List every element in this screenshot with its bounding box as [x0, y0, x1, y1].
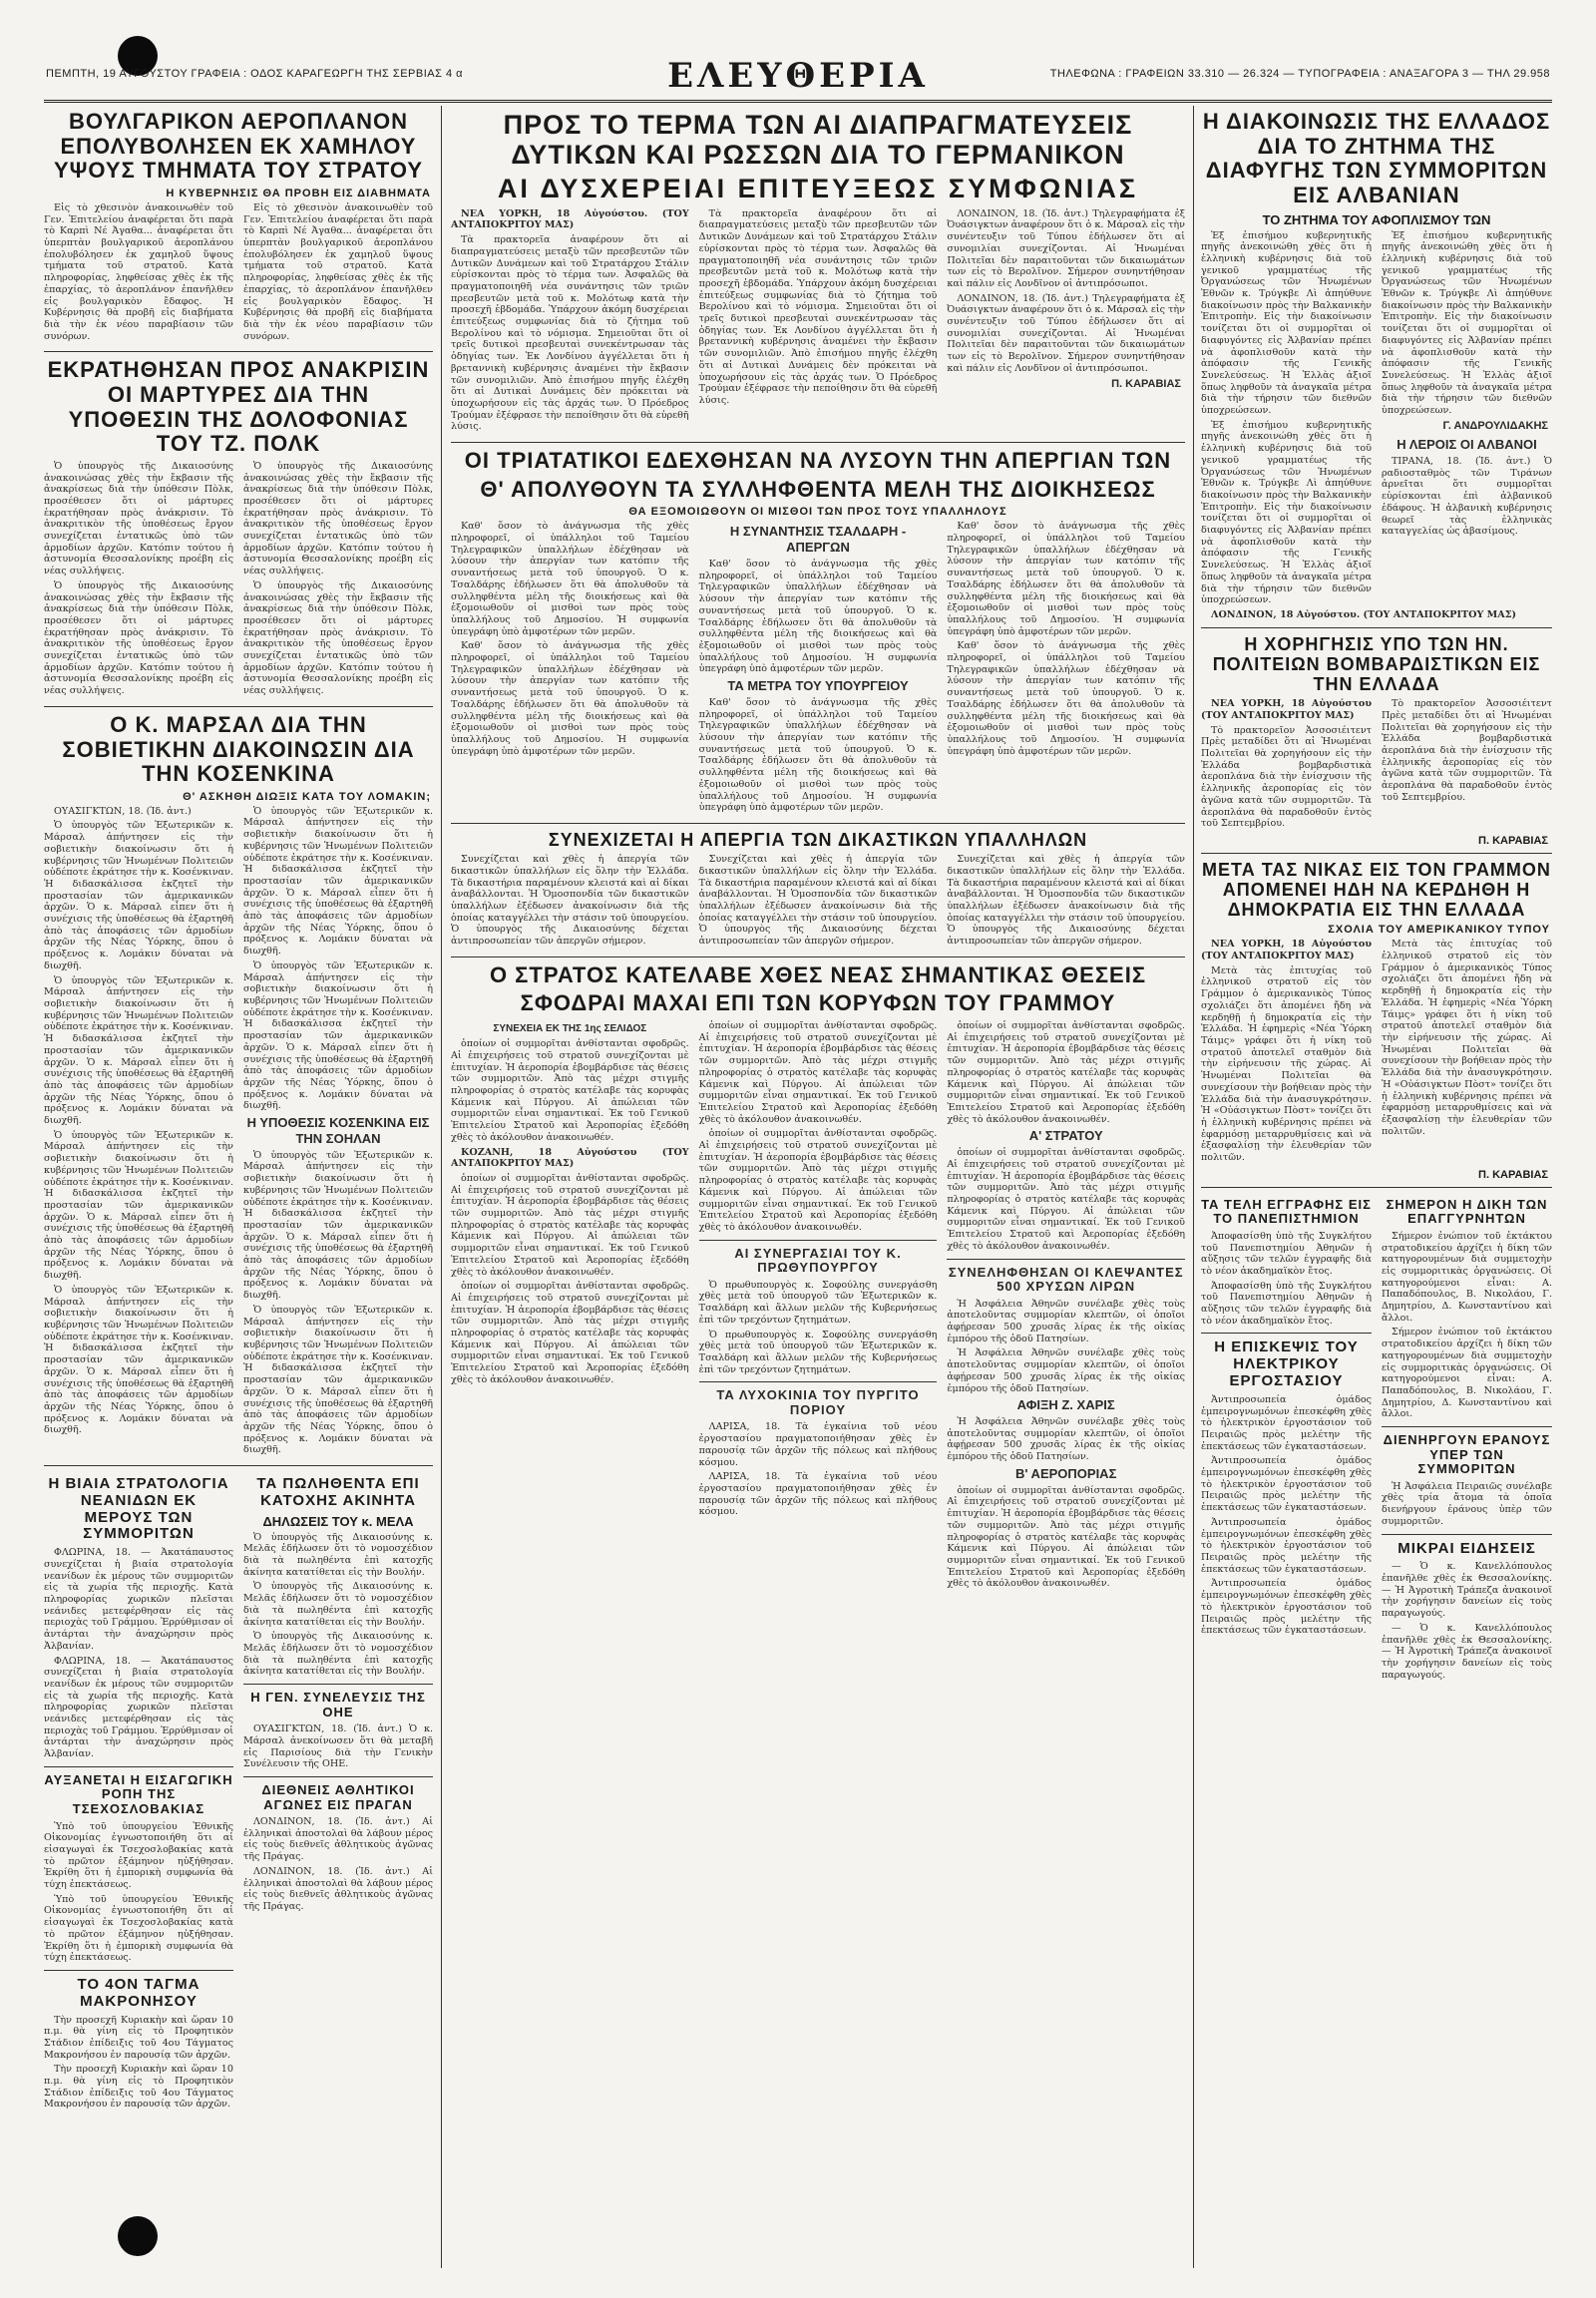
article-short-news	[1382, 1561, 1552, 1681]
article-text: ΛΟΝΔΙΝΟΝ, 18. (Ἰδ. ἀντ.) Αἱ ἐλληνικαὶ ἀποστολαὶ θὰ λάβουν μέρος εἰς τοὺς διεθνεῖς ἀθλητικοὺς ἀγῶνας τῆς Πράγας.	[243, 1816, 433, 1863]
article-text: Καθ' ὅσον τὸ ἀνάγνωσμα τῆς χθὲς πληροφορεῖ, οἱ ὑπάλληλοι τοῦ Ταμείου Τηλεγραφικῶν ὑπαλλήλων ἐδέχθησαν νὰ λύσουν τὴν ἀπεργίαν των κατόπιν τῆς συναντήσεως μετὰ τοῦ ὑπουργοῦ. Ὁ κ. Τσαλδάρης ἐδήλωσεν ὅτι θὰ ἀπολυθοῦν τὰ συλληφθέντα μέλη τῆς διοικήσεως καὶ θὰ ἐξομοιωθοῦν οἱ μισθοὶ των πρὸς τοὺς ὑπαλλήλους τοῦ Δημοσίου. Ἡ συμφωνία ὑπεγράφη ὑπὸ ἀμφοτέρων τῶν μερῶν.	[698, 696, 938, 814]
divider	[44, 1766, 233, 1767]
headline-makronisos: ΤΟ 4ΟΝ ΤΑΓΜΑ ΜΑΚΡΟΝΗΣΟΥ	[77, 1975, 200, 2010]
divider	[1382, 1426, 1552, 1427]
byline-karavias-2: Π. ΚΑΡΑΒΙΑΣ	[1478, 834, 1548, 847]
article-text: ὁποίων οἱ συμμορῖται ἀνθίστανται σφοδρῶς. Αἱ ἐπιχειρήσεις τοῦ στρατοῦ συνεχίζονται μὲ ἐπιτυχίαν. Ἡ ἀεροπορία ἐβομβάρδισε τὰς θέσεις τῶν συμμοριτῶν. Ἀπὸ τὰς μέχρι στιγμῆς πληροφορίας ὁ στρατὸς κατέλαβε τὰς κορυφὰς Κάμενικ καὶ Πύργου. Αἱ ἀπώλειαι τῶν συμμοριτῶν εἶναι σημαντικαί. Ἐκ τοῦ Γενικοῦ Ἐπιτελείου Στρατοῦ καὶ Ἀεροπορίας ἐξεδόθη χθὲς τὸ ἀκόλουθον ἀνακοινωθέν.	[947, 1484, 1185, 1590]
divider	[1201, 1333, 1372, 1334]
article-text: Ὁ ὑπουργὸς τῆς Δικαιοσύνης ἀνακοινώσας χθὲς τὴν ἔκβασιν τῆς ἀνακρίσεως διὰ τὴν ὑπόθεσιν Πὸλκ, προσέθεσεν ὅτι οἱ μάρτυρες ἐκρατήθησαν πρὸς ἀνάκρισιν. Τὸ ἀνακριτικὸν τῆς ὑποθέσεως ἔργον συνεχίζεται ἐντατικῶς ὑπὸ τῶν ἀρμοδίων ἀρχῶν. Κατόπιν τούτου ἡ ἀστυνομία Θεσσαλονίκης προέβη εἰς νέας συλλήψεις.	[44, 460, 233, 577]
subheadline-albanians: Η ΛΕΡΟΙΣ ΟΙ ΑΛΒΑΝΟΙ	[1396, 437, 1537, 453]
article-prague-games	[243, 1816, 433, 1913]
article-text: Ὁ πρωθυπουργὸς κ. Σοφούλης συνεργάσθη χθὲς μετὰ τοῦ ὑπουργοῦ τῶν Ἐξωτερικῶν κ. Τσαλδάρη καὶ ἄλλων μελῶν τῆς Κυβερνήσεως ἐπὶ τῶν τρεχόντων ζητημάτων.	[698, 1329, 938, 1375]
article-text: Ὁ ὑπουργὸς τῶν Ἐξωτερικῶν κ. Μάρσαλ ἀπήντησεν εἰς τὴν σοβιετικὴν διακοίνωσιν ὅτι ἡ κυβέρνησις τῶν Ἡνωμένων Πολιτειῶν οὐδέποτε ἐκράτησε τὴν κ. Κοσένκιναν. Ἡ διδασκάλισσα ἐκζητεῖ τὴν προστασίαν τῶν ἀμερικανικῶν ἀρχῶν. Ὁ κ. Μάρσαλ εἶπεν ὅτι ἡ συνέχισις τῆς ὑποθέσεως θὰ ἐξαρτηθῆ ἀπὸ τὰς ἀποφάσεις τῶν ἁρμοδίων ἀρχῶν τῆς Νέας Ὑόρκης, ὅπου ὁ πρόξενος κ. Λομάκιν δύναται νὰ διωχθῆ.	[243, 959, 433, 1112]
article-telegraph-strike	[451, 521, 1185, 817]
headline-democracy-greece: ΜΕΤΑ ΤΑΣ ΝΙΚΑΣ ΕΙΣ ΤΟΝ ΓΡΑΜΜΟΝ ΑΠΟΜΕΝΕΙ ΗΔΗ ΝΑ ΚΕΡΔΗΘΗ Η ΔΗΜΟΚΡΑΤΙΑ ΕΙΣ ΤΗΝ ΕΛΛΑΔΑ	[1202, 859, 1551, 921]
subheadline-lomakin: Θ' ΑΣΚΗΘΗ ΔΙΩΞΙΣ ΚΑΤΑ ΤΟΥ ΛΟΜΑΚΙΝ;	[183, 790, 431, 803]
article-text: Ἡ Ἀσφάλεια Ἀθηνῶν συνέλαβε χθὲς τοὺς ἀποτελοῦντας συμμορίαν κλεπτῶν, οἱ ὁποῖοι ἀφῄρεσαν 500 χρυσᾶς λίρας ἐκ τῆς οἰκίας ἐμπόρου τῆς ὁδοῦ Πατησίων.	[947, 1347, 1185, 1394]
headline-occupation-property: ΤΑ ΠΩΛΗΘΕΝΤΑ ΕΠΙ ΚΑΤΟΧΗΣ ΑΚΙΝΗΤΑ	[256, 1475, 420, 1509]
article-text: Ὁ ὑπουργὸς τῆς Δικαιοσύνης κ. Μελᾶς ἐδήλωσεν ὅτι τὸ νομοσχέδιον διὰ τὰ πωληθέντα ἐπὶ κατοχῆς ἀκίνητα κατατίθεται εἰς τὴν Βουλήν.	[243, 1581, 433, 1628]
article-text: Συνεχίζεται καὶ χθὲς ἡ ἀπεργία τῶν δικαστικῶν ὑπαλλήλων εἰς ὅλην τὴν Ἑλλάδα. Τὰ δικαστήρια παραμένουν κλειστά καὶ αἱ δίκαι ἀναβάλλονται. Ἡ Ὁμοσπονδία τῶν δικαστικῶν ὑπαλλήλων ἐξέδωσεν ἀνακοίνωσιν διὰ τῆς ὁποίας καταγγέλλει τὴν στάσιν τοῦ ὑπουργείου. Ὁ ὑπουργὸς τῆς Δικαιοσύνης δέχεται ἀντιπροσωπείαν τῶν ἀπεργῶν σήμερον.	[947, 854, 1185, 948]
headline-negotiations: ΠΡΟΣ ΤΟ ΤΕΡΜΑ ΤΩΝ ΑΙ ΔΙΑΠΡΑΓΜΑΤΕΥΣΕΙΣ ΔΥΤΙΚΩΝ ΚΑΙ ΡΩΣΣΩΝ ΔΙΑ ΤΟ ΓΕΡΜΑΝΙΚΟΝ	[503, 110, 1133, 171]
divider	[1382, 1534, 1552, 1535]
divider	[44, 706, 433, 707]
article-text: ΛΑΡΙΣΑ, 18. Τὰ ἐγκαίνια τοῦ νέου ἐργοστασίου πραγματοποιήθησαν χθὲς ἐν παρουσίᾳ τῶν ἀρχῶν τῆς πόλεως καὶ πλήθους κόσμου.	[698, 1421, 938, 1468]
article-text: Τὴν προσεχῆ Κυριακὴν καὶ ὥραν 10 π.μ. θὰ γίνη εἰς τὸ Προφητικὸν Στάδιον ἐπίδειξις τοῦ 4ου Τάγματος Μακρονήσου ἐν παρουσίᾳ τῶν ἀρχῶν.	[44, 2014, 233, 2061]
article-un-assembly	[243, 1724, 433, 1770]
article-text: ΤΙΡΑΝΑ, 18. (Ἰδ. ἀντ.) Ὁ ραδιοσταθμὸς τῶν Τιράνων ἀρνεῖται ὅτι συμμορῖται εὑρίσκονται ἐπὶ ἀλβανικοῦ ἐδάφους. Ἡ ἀλβανικὴ κυβέρνησις θεωρεῖ τὰς ἑλληνικὰς καταγγελίας ὡς ἀβασίμους.	[1382, 456, 1552, 538]
subheadline-army: Α' ΣΤΡΑΤΟΥ	[1028, 1128, 1103, 1144]
article-text: Σήμερον ἐνώπιον τοῦ ἐκτάκτου στρατοδικείου ἀρχίζει ἡ δίκη τῶν κατηγορουμένων διὰ συμμετοχὴν εἰς συμμοριτικὰς ὀργανώσεις. Οἱ κατηγορούμενοι εἶναι: Α. Παπαδόπουλος, Β. Νικολάου, Γ. Δημητρίου, Δ. Κωνσταντίνου καὶ ἄλλοι.	[1382, 1230, 1552, 1324]
article-text: ὁποίων οἱ συμμορῖται ἀνθίστανται σφοδρῶς. Αἱ ἐπιχειρήσεις τοῦ στρατοῦ συνεχίζονται μὲ ἐπιτυχίαν. Ἡ ἀεροπορία ἐβομβάρδισε τὰς θέσεις τῶν συμμοριτῶν. Ἀπὸ τὰς μέχρι στιγμῆς πληροφορίας ὁ στρατὸς κατέλαβε τὰς κορυφὰς Κάμενικ καὶ Πύργου. Αἱ ἀπώλειαι τῶν συμμοριτῶν εἶναι σημαντικαί. Ἐκ τοῦ Γενικοῦ Ἐπιτελείου Στρατοῦ καὶ Ἀεροπορίας ἐξεδόθη χθὲς τὸ ἀκόλουθον ἀνακοινωθέν.	[451, 1038, 689, 1143]
article-text: Ὁ ὑπουργὸς τῆς Δικαιοσύνης κ. Μελᾶς ἐδήλωσεν ὅτι τὸ νομοσχέδιον διὰ τὰ πωληθέντα ἐπὶ κατοχῆς ἀκίνητα κατατίθεται εἰς τὴν Βουλήν.	[243, 1531, 433, 1578]
article-fundraising	[1382, 1481, 1552, 1528]
article-text: Σήμερον ἐνώπιον τοῦ ἐκτάκτου στρατοδικείου ἀρχίζει ἡ δίκη τῶν κατηγορουμένων διὰ συμμετοχὴν εἰς συμμοριτικὰς ὀργανώσεις. Οἱ κατηγορούμενοι εἶναι: Α. Παπαδόπουλος, Β. Νικολάου, Γ. Δημητρίου, Δ. Κωνσταντίνου καὶ ἄλλοι.	[1382, 1327, 1552, 1420]
headline-forced-conscription: Η ΒΙΑΙΑ ΣΤΡΑΤΟΛΟΓΙΑ ΝΕΑΝΙΔΩΝ ΕΚ ΜΕΡΟΥΣ ΤΩΝ ΣΥΜΜΟΡΙΤΩΝ	[48, 1475, 229, 1543]
dateline: ΛΟΝΔΙΝΟΝ, 18 Αὐγούστου. (ΤΟΥ ΑΝΤΑΠΟΚΡΙΤΟΥ ΜΑΣ)	[1211, 609, 1517, 620]
left-column	[44, 106, 433, 2268]
article-text: Τὸ πρακτορεῖον Ἀσσοσιέιτεντ Πρὲς μεταδίδει ὅτι αἱ Ἡνωμέναι Πολιτεῖαι θὰ χορηγήσουν εἰς τὴν Ἑλλάδα βομβαρδιστικὰ ἀεροπλάνα διὰ τὴν ἐνίσχυσιν τῆς ἑλληνικῆς ἀεροπορίας εἰς τὸν ἀγῶνα κατὰ τῶν συμμοριτῶν. Τὰ ἀεροπλάνα θὰ παραδοθοῦν ἐντὸς τοῦ Σεπτεμβρίου.	[1382, 698, 1552, 803]
headline-pm-meetings: ΑΙ ΣΥΝΕΡΓΑΣΙΑΙ ΤΟΥ Κ. ΠΡΩΘΥΠΟΥΡΓΟΥ	[734, 1245, 902, 1276]
headline-army-grammos-line2: ΣΦΟΔΡΑΙ ΜΑΧΑΙ ΕΠΙ ΤΩΝ ΚΟΡΥΦΩΝ ΤΟΥ ΓΡΑΜΜΟΥ	[520, 990, 1116, 1016]
article-text: ὁποίων οἱ συμμορῖται ἀνθίστανται σφοδρῶς. Αἱ ἐπιχειρήσεις τοῦ στρατοῦ συνεχίζονται μὲ ἐπιτυχίαν. Ἡ ἀεροπορία ἐβομβάρδισε τὰς θέσεις τῶν συμμοριτῶν. Ἀπὸ τὰς μέχρι στιγμῆς πληροφορίας ὁ στρατὸς κατέλαβε τὰς κορυφὰς Κάμενικ καὶ Πύργου. Αἱ ἀπώλειαι τῶν συμμοριτῶν εἶναι σημαντικαί. Ἐκ τοῦ Γενικοῦ Ἐπιτελείου Στρατοῦ καὶ Ἀεροπορίας ἐξεδόθη χθὲς τὸ ἀκόλουθον ἀνακοινωθέν.	[947, 1147, 1185, 1252]
divider	[243, 1776, 433, 1777]
article-text: Ἐξ ἐπισήμου κυβερνητικῆς πηγῆς ἀνεκοινώθη χθὲς ὅτι ἡ ἑλληνικὴ κυβέρνησις διὰ τοῦ γενικοῦ γραμματέως τῆς Ὀργανώσεως τῶν Ἡνωμένων Ἐθνῶν κ. Τρύγκβε Λὶ ἀπηύθυνε διακοίνωσιν πρὸς τὴν Βαλκανικὴν Ἐπιτροπὴν. Εἰς τὴν διακοίνωσιν τονίζεται ὅτι οἱ συμμορῖται οἱ διαφυγόντες εἰς Ἀλβανίαν πρέπει νὰ ἀφοπλισθοῦν κατὰ τὴν ἀπόφασιν τῆς Γενικῆς Συνελεύσεως. Ἡ Ἑλλὰς ἀξιοῖ ὅπως ληφθοῦν τὰ ἀναγκαῖα μέτρα διὰ τὴν τήρησιν τῶν διεθνῶν ὑποχρεώσεων.	[1382, 229, 1552, 417]
divider	[1201, 1187, 1552, 1188]
article-text: Ὁ ὑπουργὸς τῶν Ἐξωτερικῶν κ. Μάρσαλ ἀπήντησεν εἰς τὴν σοβιετικὴν διακοίνωσιν ὅτι ἡ κυβέρνησις τῶν Ἡνωμένων Πολιτειῶν οὐδέποτε ἐκράτησε τὴν κ. Κοσένκιναν. Ἡ διδασκάλισσα ἐκζητεῖ τὴν προστασίαν τῶν ἀμερικανικῶν ἀρχῶν. Ὁ κ. Μάρσαλ εἶπεν ὅτι ἡ συνέχισις τῆς ὑποθέσεως θὰ ἐξαρτηθῆ ἀπὸ τὰς ἀποφάσεις τῶν ἁρμοδίων ἀρχῶν τῆς Νέας Ὑόρκης, ὅπου ὁ πρόξενος κ. Λομάκιν δύναται νὰ διωχθῆ.	[243, 1304, 433, 1456]
divider	[44, 351, 433, 352]
headline-fundraising: ΔΙΕΝΗΡΓΟΥΝ ΕΡΑΝΟΥΣ ΥΠΕΡ ΤΩΝ ΣΥΜΜΟΡΙΤΩΝ	[1383, 1432, 1551, 1477]
continuation-label: ΣΥΝΕΧΕΙΑ ΕΚ ΤΗΣ 1ης ΣΕΛΙΔΟΣ	[493, 1022, 647, 1034]
dateline-london	[1201, 609, 1552, 621]
headline-army-grammos: Ο ΣΤΡΑΤΟΣ ΚΑΤΕΛΑΒΕ ΧΘΕΣ ΝΕΑΣ ΣΗΜΑΝΤΙΚΑΣ ΘΕΣΕΙΣ	[489, 961, 1147, 987]
headline-negotiations-line2: ΑΙ ΔΥΣΧΕΡΕΙΑΙ ΕΠΙΤΕΥΞΕΩΣ ΣΥΜΦΩΝΙΑΣ	[497, 174, 1139, 204]
divider	[1201, 627, 1552, 628]
article-text: Ἀντιπροσωπεία ὁμάδος ἐμπειρογνωμόνων ἐπεσκέφθη χθὲς τὸ ἠλεκτρικὸν ἐργοστάσιον τοῦ Πειραιῶς πρὸς μελέτην τῆς ἐπεκτάσεως τῶν ἐγκαταστάσεων.	[1201, 1455, 1372, 1514]
article-text: ΦΛΩΡΙΝΑ, 18. — Ἀκατάπαυστος συνεχίζεται ἡ βιαία στρατολογία νεανίδων ἐκ μέρους τῶν συμμοριτῶν εἰς τὰ χωρία τῆς περιοχῆς. Κατὰ πληροφορίας χωρικῶν πλεῖσται νεάνιδες μετεφέρθησαν εἰς τὰς περιοχὰς τοῦ Γράμμου. Ἐρρύθμισαν οἱ ἀντάρται τὴν ἀναχώρησιν πρὸς Ἀλβανίαν.	[44, 1655, 233, 1760]
divider	[243, 1684, 433, 1685]
headline-telegraph-strike-line2: Θ' ΑΠΟΛΥΘΟΥΝ ΤΑ ΣΥΛΛΗΦΘΕΝΤΑ ΜΕΛΗ ΤΗΣ ΔΙΟΙΚΗΣΕΩΣ	[480, 476, 1156, 502]
article-text: Ὁ πρωθυπουργὸς κ. Σοφούλης συνεργάσθη χθὲς μετὰ τοῦ ὑπουργοῦ τῶν Ἐξωτερικῶν κ. Τσαλδάρη καὶ ἄλλων μελῶν τῆς Κυβερνήσεως ἐπὶ τῶν τρεχόντων ζητημάτων.	[698, 1279, 938, 1326]
dateline: ΝΕΑ ΥΟΡΚΗ, 18 Αὐγούστου (ΤΟΥ ΑΝΤΑΠΟΚΡΙΤΟΥ ΜΑΣ)	[1201, 698, 1372, 721]
headline-short-news: ΜΙΚΡΑΙ ΕΙΔΗΣΕΙΣ	[1397, 1539, 1536, 1557]
dateline: ΝΕΑ ΥΟΡΚΗ, 18 Αὐγούστου (ΤΟΥ ΑΝΤΑΠΟΚΡΙΤΟΥ ΜΑΣ)	[1201, 939, 1372, 962]
article-trial	[1382, 1231, 1552, 1420]
article-text: Συνεχίζεται καὶ χθὲς ἡ ἀπεργία τῶν δικαστικῶν ὑπαλλήλων εἰς ὅλην τὴν Ἑλλάδα. Τὰ δικαστήρια παραμένουν κλειστά καὶ αἱ δίκαι ἀναβάλλονται. Ἡ Ὁμοσπονδία τῶν δικαστικῶν ὑπαλλήλων ἐξέδωσεν ἀνακοίνωσιν διὰ τῆς ὁποίας καταγγέλλει τὴν στάσιν τοῦ ὑπουργείου. Ὁ ὑπουργὸς τῆς Δικαιοσύνης δέχεται ἀντιπροσωπείαν τῶν ἀπεργῶν σήμερον.	[698, 854, 938, 948]
article-text: Καθ' ὅσον τὸ ἀνάγνωσμα τῆς χθὲς πληροφορεῖ, οἱ ὑπάλληλοι τοῦ Ταμείου Τηλεγραφικῶν ὑπαλλήλων ἐδέχθησαν νὰ λύσουν τὴν ἀπεργίαν των κατόπιν τῆς συναντήσεως μετὰ τοῦ ὑπουργοῦ. Ὁ κ. Τσαλδάρης ἐδήλωσεν ὅτι θὰ ἀπολυθοῦν τὰ συλληφθέντα μέλη τῆς διοικήσεως καὶ θὰ ἐξομοιωθοῦν οἱ μισθοὶ των πρὸς τοὺς ὑπαλλήλους τοῦ Δημοσίου. Ἡ συμφωνία ὑπεγράφη ὑπὸ ἀμφοτέρων τῶν μερῶν.	[698, 559, 938, 675]
headline-greek-note-albania: Η ΔΙΑΚΟΙΝΩΣΙΣ ΤΗΣ ΕΛΛΑΔΟΣ ΔΙΑ ΤΟ ΖΗΤΗΜΑ ΤΗΣ ΔΙΑΦΥΓΗΣ ΤΩΝ ΣΥΜΜΟΡΙΤΩΝ ΕΙΣ ΑΛΒΑΝΙΑΝ	[1202, 109, 1551, 207]
article-text: Τὰ πρακτορεῖα ἀναφέρουν ὅτι αἱ διαπραγματεύσεις μεταξὺ τῶν πρεσβευτῶν τῶν Δυτικῶν Δυνάμεων καὶ τοῦ Στρατάρχου Στάλιν εὑρίσκονται πρὸς τὸ τέρμα των. Ἀσφαλῶς θὰ πραγματοποιηθῆ νέα συνάντησις τῶν τριῶν πρεσβευτῶν μετὰ τοῦ κ. Μολότωφ κατὰ τὴν προσεχῆ ἑβδομάδα. Ὑπάρχουν ἀκόμη δυσχέρειαι ἐπιτεύξεως συμφωνίας διὰ τὸ ζήτημα τοῦ Βερολίνου καὶ τὸ νόμισμα. Σημειοῦται ὅτι οἱ τρεῖς δυτικοὶ πρεσβευταὶ συνεκέντρωσαν τὰς ὁδηγίας των. Ἐκ Λονδίνου ἀγγέλλεται ὅτι ἡ βρεταννικὴ κυβέρνησις ἀναμένει τὴν ἔκβασιν τῶν συνομιλιῶν. Ἀπὸ ἐπισήμου πηγῆς ἐλέχθη ὅτι αἱ Δυτικαὶ Δυνάμεις δὲν πρόκειται νὰ ὑποχωρήσουν εἰς τὰς ἀρχάς των. Ὁ Πρόεδρος Τρούμαν ἐξέφρασε τὴν πεποίθησιν ὅτι θὰ εὑρεθῆ λύσις.	[451, 234, 689, 433]
subheadline-government-demarche: Η ΚΥΒΕΡΝΗΣΙΣ ΘΑ ΠΡΟΒΗ ΕΙΣ ΔΙΑΒΗΜΑΤΑ	[166, 187, 431, 199]
headline-polk-witnesses: ΕΚΡΑΤΗΘΗΣΑΝ ΠΡΟΣ ΑΝΑΚΡΙΣΙΝ ΟΙ ΜΑΡΤΥΡΕΣ ΔΙΑ ΤΗΝ ΥΠΟΘΕΣΙΝ ΤΗΣ ΔΟΛΟΦΟΝΙΑΣ ΤΟΥ ΤΖ. ΠΟΛΚ	[47, 357, 430, 457]
article-forced-conscription	[44, 1547, 233, 1760]
divider	[947, 1259, 1185, 1260]
article-text: Μετὰ τὰς ἐπιτυχίας τοῦ ἑλληνικοῦ στρατοῦ εἰς τὸν Γράμμον ὁ ἀμερικανικὸς Τύπος σχολιάζει ὅτι ἀπομένει ἤδη νὰ κερδηθῇ ἡ δημοκρατία εἰς τὴν Ἑλλάδα. Ἡ ἐφημερὶς «Νέα Ὑόρκη Τάιμς» γράφει ὅτι ἡ νίκη τοῦ στρατοῦ ἀποτελεῖ σταθμὸν διὰ τὴν εἰρήνευσιν τῆς χώρας. Αἱ Ἡνωμέναι Πολιτεῖαι θὰ συνεχίσουν τὴν βοήθειαν πρὸς τὴν Ἑλλάδα διὰ τὴν ἀνασυγκρότησιν. Ἡ «Οὐάσιγκτων Πὸστ» τονίζει ὅτι ἡ ἑλληνικὴ κυβέρνησις πρέπει νὰ ἐφαρμόσῃ μεταρρυθμίσεις καὶ νὰ ἐξασφαλίσῃ τὴν ἐλευθερίαν τῶν πολιτῶν.	[1201, 964, 1372, 1164]
masthead-phones: ΤΗΛΕΦΩΝΑ : ΓΡΑΦΕΙΩΝ 33.310 — 26.324 — ΤΥΠΟΓΡΑΦΕΙΑ : ΑΝΑΞΑΓΟΡΑ 3 — ΤΗΛ 29.958	[1049, 68, 1550, 80]
headline-czech-imports: ΑΥΞΑΝΕΤΑΙ Η ΕΙΣΑΓΩΓΙΚΗ ΡΟΠΗ ΤΗΣ ΤΣΕΧΟΣΛΟΒΑΚΙΑΣ	[44, 1771, 233, 1816]
article-text: Ὁ ὑπουργὸς τῶν Ἐξωτερικῶν κ. Μάρσαλ ἀπήντησεν εἰς τὴν σοβιετικὴν διακοίνωσιν ὅτι ἡ κυβέρνησις τῶν Ἡνωμένων Πολιτειῶν οὐδέποτε ἐκράτησε τὴν κ. Κοσένκιναν. Ἡ διδασκάλισσα ἐκζητεῖ τὴν προστασίαν τῶν ἀμερικανικῶν ἀρχῶν. Ὁ κ. Μάρσαλ εἶπεν ὅτι ἡ συνέχισις τῆς ὑποθέσεως θὰ ἐξαρτηθῆ ἀπὸ τὰς ἀποφάσεις τῶν ἁρμοδίων ἀρχῶν τῆς Νέας Ὑόρκης, ὅπου ὁ πρόξενος κ. Λομάκιν δύναται νὰ διωχθῆ.	[44, 974, 233, 1127]
byline-karavias: Π. ΚΑΡΑΒΙΑΣ	[1111, 377, 1182, 390]
subheadline-salaries: ΘΑ ΕΞΟΜΟΙΩΘΟΥΝ ΟΙ ΜΙΣΘΟΙ ΤΩΝ ΠΡΟΣ ΤΟΥΣ ΥΠΑΛΛΗΛΟΥΣ	[628, 506, 1007, 519]
article-us-bombers	[1201, 698, 1552, 833]
right-lower-block	[1201, 1194, 1552, 1685]
article-text: ὁποίων οἱ συμμορῖται ἀνθίστανται σφοδρῶς. Αἱ ἐπιχειρήσεις τοῦ στρατοῦ συνεχίζονται μὲ ἐπιτυχίαν. Ἡ ἀεροπορία ἐβομβάρδισε τὰς θέσεις τῶν συμμοριτῶν. Ἀπὸ τὰς μέχρι στιγμῆς πληροφορίας ὁ στρατὸς κατέλαβε τὰς κορυφὰς Κάμενικ καὶ Πύργου. Αἱ ἀπώλειαι τῶν συμμοριτῶν εἶναι σημαντικαί. Ἐκ τοῦ Γενικοῦ Ἐπιτελείου Στρατοῦ καὶ Ἀεροπορίας ἐξεδόθη χθὲς τὸ ἀκόλουθον ἀνακοινωθέν.	[698, 1128, 938, 1233]
left-lower-block	[44, 1472, 433, 2113]
article-czech-imports	[44, 1821, 233, 1964]
article-text: Καθ' ὅσον τὸ ἀνάγνωσμα τῆς χθὲς πληροφορεῖ, οἱ ὑπάλληλοι τοῦ Ταμείου Τηλεγραφικῶν ὑπαλλήλων ἐδέχθησαν νὰ λύσουν τὴν ἀπεργίαν των κατόπιν τῆς συναντήσεως μετὰ τοῦ ὑπουργοῦ. Ὁ κ. Τσαλδάρης ἐδήλωσεν ὅτι θὰ ἀπολυθοῦν τὰ συλληφθέντα μέλη τῆς διοικήσεως καὶ θὰ ἐξομοιωθοῦν οἱ μισθοὶ των πρὸς τοὺς ὑπαλλήλους τοῦ Δημοσίου. Ἡ συμφωνία ὑπεγράφη ὑπὸ ἀμφοτέρων τῶν μερῶν.	[947, 521, 1185, 637]
subheadline-disarmament: ΤΟ ΖΗΤΗΜΑ ΤΟΥ ΑΦΟΠΛΙΣΜΟΥ ΤΩΝ	[1262, 211, 1491, 227]
article-electric-factory	[1201, 1394, 1372, 1637]
article-text: — Ὁ κ. Κανελλόπουλος ἐπανῆλθε χθὲς ἐκ Θεσσαλονίκης. — Ἡ Ἀγροτικὴ Τράπεζα ἀνακοινοῖ τὴν χορήγησιν δανείων εἰς τοὺς παραγωγούς.	[1382, 1561, 1552, 1620]
article-army-grammos	[451, 1020, 1185, 1593]
article-text: Ἀποφασίσθη ὑπὸ τῆς Συγκλήτου τοῦ Πανεπιστημίου Ἀθηνῶν ἡ αὔξησις τῶν τελῶν ἐγγραφῆς διὰ τὸ νέον ἀκαδημαϊκὸν ἔτος.	[1201, 1230, 1372, 1277]
article-text: Ὁ ὑπουργὸς τῶν Ἐξωτερικῶν κ. Μάρσαλ ἀπήντησεν εἰς τὴν σοβιετικὴν διακοίνωσιν ὅτι ἡ κυβέρνησις τῶν Ἡνωμένων Πολιτειῶν οὐδέποτε ἐκράτησε τὴν κ. Κοσένκιναν. Ἡ διδασκάλισσα ἐκζητεῖ τὴν προστασίαν τῶν ἀμερικανικῶν ἀρχῶν. Ὁ κ. Μάρσαλ εἶπεν ὅτι ἡ συνέχισις τῆς ὑποθέσεως θὰ ἐξαρτηθῆ ἀπὸ τὰς ἀποφάσεις τῶν ἁρμοδίων ἀρχῶν τῆς Νέας Ὑόρκης, ὅπου ὁ πρόξενος κ. Λομάκιν δύναται νὰ διωχθῆ.	[44, 820, 233, 971]
dateline: ΟΥΑΣΙΓΚΤΩΝ, 18. (Ἰδ. ἀντ.)	[54, 805, 192, 817]
article-text: ὁποίων οἱ συμμορῖται ἀνθίστανται σφοδρῶς. Αἱ ἐπιχειρήσεις τοῦ στρατοῦ συνεχίζονται μὲ ἐπιτυχίαν. Ἡ ἀεροπορία ἐβομβάρδισε τὰς θέσεις τῶν συμμοριτῶν. Ἀπὸ τὰς μέχρι στιγμῆς πληροφορίας ὁ στρατὸς κατέλαβε τὰς κορυφὰς Κάμενικ καὶ Πύργου. Αἱ ἀπώλειαι τῶν συμμοριτῶν εἶναι σημαντικαί. Ἐκ τοῦ Γενικοῦ Ἐπιτελείου Στρατοῦ καὶ Ἀεροπορίας ἐξεδόθη χθὲς τὸ ἀκόλουθον ἀνακοινωθέν.	[451, 1281, 689, 1385]
article-text: Ἐξ ἐπισήμου κυβερνητικῆς πηγῆς ἀνεκοινώθη χθὲς ὅτι ἡ ἑλληνικὴ κυβέρνησις διὰ τοῦ γενικοῦ γραμματέως τῆς Ὀργανώσεως τῶν Ἡνωμένων Ἐθνῶν κ. Τρύγκβε Λὶ ἀπηύθυνε διακοίνωσιν πρὸς τὴν Βαλκανικὴν Ἐπιτροπὴν. Εἰς τὴν διακοίνωσιν τονίζεται ὅτι οἱ συμμορῖται οἱ διαφυγόντες εἰς Ἀλβανίαν πρέπει νὰ ἀφοπλισθοῦν κατὰ τὴν ἀπόφασιν τῆς Γενικῆς Συνελεύσεως. Ἡ Ἑλλὰς ἀξιοῖ ὅπως ληφθοῦν τὰ ἀναγκαῖα μέτρα διὰ τὴν τήρησιν τῶν διεθνῶν ὑποχρεώσεων.	[1201, 229, 1372, 417]
subheadline-airforce: Β' ΑΕΡΟΠΟΡΙΑΣ	[1014, 1465, 1117, 1481]
byline-androulidakis: Γ. ΑΝΔΡΟΥΛΙΔΑΚΗΣ	[1442, 419, 1548, 432]
article-text: Ὁ ὑπουργὸς τῶν Ἐξωτερικῶν κ. Μάρσαλ ἀπήντησεν εἰς τὴν σοβιετικὴν διακοίνωσιν ὅτι ἡ κυβέρνησις τῶν Ἡνωμένων Πολιτειῶν οὐδέποτε ἐκράτησε τὴν κ. Κοσένκιναν. Ἡ διδασκάλισσα ἐκζητεῖ τὴν προστασίαν τῶν ἀμερικανικῶν ἀρχῶν. Ὁ κ. Μάρσαλ εἶπεν ὅτι ἡ συνέχισις τῆς ὑποθέσεως θὰ ἐξαρτηθῆ ἀπὸ τὰς ἀποφάσεις τῶν ἁρμοδίων ἀρχῶν τῆς Νέας Ὑόρκης, ὅπου ὁ πρόξενος κ. Λομάκιν δύναται νὰ διωχθῆ.	[243, 1149, 433, 1302]
article-text: Εἰς τὸ χθεσινὸν ἀνακοινωθὲν τοῦ Γεν. Ἐπιτελείου ἀναφέρεται ὅτι παρὰ τὸ Καρπὶ Νέ Ἀγαθα... ἀναφέρεται ὅτι ὑπερπτὰν βουλγαρικοῦ ἀεροπλάνου ἐπολυβόλησεν ἐκ χαμηλοῦ ὕψους τμήματα τοῦ στρατοῦ. Κατὰ πληροφορίας, ληφθείσας χθὲς ἐκ τῆς ἐπαρχίας, τὸ ἀεροπλάνον ἐπανῆλθεν εἰς βουλγαρικὸν ἔδαφος. Ἡ Κυβέρνησις θὰ προβῆ εἰς διαβήματα διὰ τὴν ἐκ νέου παραβίασιν τῶν συνόρων.	[243, 201, 433, 342]
article-court-strike	[451, 854, 1185, 951]
article-text: Ἡ Ἀσφάλεια Ἀθηνῶν συνέλαβε χθὲς τοὺς ἀποτελοῦντας συμμορίαν κλεπτῶν, οἱ ὁποῖοι ἀφῄρεσαν 500 χρυσᾶς λίρας ἐκ τῆς οἰκίας ἐμπόρου τῆς ὁδοῦ Πατησίων.	[947, 1298, 1185, 1344]
dateline: ΝΕΑ ΥΟΡΚΗ, 18 Αὐγούστου. (ΤΟΥ ΑΝΤΑΠΟΚΡΙΤΟΥ ΜΑΣ)	[451, 207, 689, 231]
article-makronisos	[44, 2015, 233, 2111]
article-text: Ἡ Ἀσφάλεια Ἀθηνῶν συνέλαβε χθὲς τοὺς ἀποτελοῦντας συμμορίαν κλεπτῶν, οἱ ὁποῖοι ἀφῄρεσαν 500 χρυσᾶς λίρας ἐκ τῆς οἰκίας ἐμπόρου τῆς ὁδοῦ Πατησίων.	[947, 1416, 1185, 1463]
subheadline-tsaldaris-meeting: Η ΣΥΝΑΝΤΗΣΙΣ ΤΣΑΛΔΑΡΗ - ΑΠΕΡΓΩΝ	[729, 524, 907, 556]
article-text: Τὴν προσεχῆ Κυριακὴν καὶ ὥραν 10 π.μ. θὰ γίνη εἰς τὸ Προφητικὸν Στάδιον ἐπίδειξις τοῦ 4ου Τάγματος Μακρονήσου ἐν παρουσίᾳ τῶν ἀρχῶν.	[44, 2064, 233, 2110]
article-text: Ἡ Ἀσφάλεια Πειραιῶς συνέλαβε χθὲς τρία ἄτομα τὰ ὁποῖα διενήργουν ἐράνους ὑπὲρ τῶν συμμοριτῶν.	[1382, 1480, 1552, 1527]
divider	[44, 1970, 233, 1971]
article-text: Συνεχίζεται καὶ χθὲς ἡ ἀπεργία τῶν δικαστικῶν ὑπαλλήλων εἰς ὅλην τὴν Ἑλλάδα. Τὰ δικαστήρια παραμένουν κλειστά καὶ αἱ δίκαι ἀναβάλλονται. Ἡ Ὁμοσπονδία τῶν δικαστικῶν ὑπαλλήλων ἐξέδωσεν ἀνακοίνωσιν διὰ τῆς ὁποίας καταγγέλλει τὴν στάσιν τοῦ ὑπουργείου. Ὁ ὑπουργὸς τῆς Δικαιοσύνης δέχεται ἀντιπροσωπείαν τῶν ἀπεργῶν σήμερον.	[451, 854, 689, 948]
headline-telegraph-strike: ΟΙ ΤΡΙΑΤΑΤΙΚΟΙ ΕΔΕΧΘΗΣΑΝ ΝΑ ΛΥΣΟΥΝ ΤΗΝ ΑΠΕΡΓΙΑΝ ΤΩΝ	[464, 448, 1172, 474]
article-text: Ὁ ὑπουργὸς τῆς Δικαιοσύνης ἀνακοινώσας χθὲς τὴν ἔκβασιν τῆς ἀνακρίσεως διὰ τὴν ὑπόθεσιν Πὸλκ, προσέθεσεν ὅτι οἱ μάρτυρες ἐκρατήθησαν πρὸς ἀνάκρισιν. Τὸ ἀνακριτικὸν τῆς ὑποθέσεως ἔργον συνεχίζεται ἐντατικῶς ὑπὸ τῶν ἀρμοδίων ἀρχῶν. Κατόπιν τούτου ἡ ἀστυνομία Θεσσαλονίκης προέβη εἰς νέας συλλήψεις.	[243, 460, 433, 577]
newspaper-title: ΕΛΕΥΘΕΡΙΑ	[667, 56, 929, 96]
article-text: Ὑπὸ τοῦ ὑπουργείου Ἐθνικῆς Οἰκονομίας ἐγνωστοποιήθη ὅτι αἱ εἰσαγωγαὶ ἐκ Τσεχοσλοβακίας κατὰ τὸ πρῶτον ἑξάμηνον ηὐξήθησαν. Ἐκρίθη ὅτι ἡ ἐμπορικὴ συμφωνία θὰ τύχη ἐπεκτάσεως.	[44, 1893, 233, 1964]
article-greek-note	[1201, 230, 1552, 610]
article-text: Μετὰ τὰς ἐπιτυχίας τοῦ ἑλληνικοῦ στρατοῦ εἰς τὸν Γράμμον ὁ ἀμερικανικὸς Τύπος σχολιάζει ὅτι ἀπομένει ἤδη νὰ κερδηθῇ ἡ δημοκρατία εἰς τὴν Ἑλλάδα. Ἡ ἐφημερὶς «Νέα Ὑόρκη Τάιμς» γράφει ὅτι ἡ νίκη τοῦ στρατοῦ ἀποτελεῖ σταθμὸν διὰ τὴν εἰρήνευσιν τῆς χώρας. Αἱ Ἡνωμέναι Πολιτεῖαι θὰ συνεχίσουν τὴν βοήθειαν πρὸς τὴν Ἑλλάδα διὰ τὴν ἀνασυγκρότησιν. Ἡ «Οὐάσιγκτων Πὸστ» τονίζει ὅτι ἡ ἑλληνικὴ κυβέρνησις πρέπει νὰ ἐφαρμόσῃ μεταρρυθμίσεις καὶ νὰ ἐξασφαλίσῃ τὴν ἐλευθερίαν τῶν πολιτῶν.	[1382, 939, 1552, 1137]
divider	[44, 1465, 433, 1466]
article-text: Ὑπὸ τοῦ ὑπουργείου Ἐθνικῆς Οἰκονομίας ἐγνωστοποιήθη ὅτι αἱ εἰσαγωγαὶ ἐκ Τσεχοσλοβακίας κατὰ τὸ πρῶτον ἑξάμηνον ηὐξήθησαν. Ἐκρίθη ὅτι ἡ ἐμπορικὴ συμφωνία θὰ τύχη ἐπεκτάσεως.	[44, 1820, 233, 1891]
article-text: Ὁ ὑπουργὸς τῆς Δικαιοσύνης ἀνακοινώσας χθὲς τὴν ἔκβασιν τῆς ἀνακρίσεως διὰ τὴν ὑπόθεσιν Πὸλκ, προσέθεσεν ὅτι οἱ μάρτυρες ἐκρατήθησαν πρὸς ἀνάκρισιν. Τὸ ἀνακριτικὸν τῆς ὑποθέσεως ἔργον συνεχίζεται ἐντατικῶς ὑπὸ τῶν ἀρμοδίων ἀρχῶν. Κατόπιν τούτου ἡ ἀστυνομία Θεσσαλονίκης προέβη εἰς νέας συλλήψεις.	[44, 579, 233, 697]
divider	[451, 442, 1185, 443]
article-bulgarian-plane	[44, 202, 433, 345]
article-text: ΛΑΡΙΣΑ, 18. Τὰ ἐγκαίνια τοῦ νέου ἐργοστασίου πραγματοποιήθησαν χθὲς ἐν παρουσίᾳ τῶν ἀρχῶν τῆς πόλεως καὶ πλήθους κόσμου.	[698, 1471, 938, 1518]
article-marshall-kosenkina	[44, 806, 433, 1459]
column-rule-2	[1193, 106, 1194, 2268]
article-text: — Ὁ κ. Κανελλόπουλος ἐπανῆλθε χθὲς ἐκ Θεσσαλονίκης. — Ἡ Ἀγροτικὴ Τράπεζα ἀνακοινοῖ τὴν χορήγησιν δανείων εἰς τοὺς παραγωγούς.	[1382, 1622, 1552, 1681]
right-column	[1201, 106, 1552, 2268]
subheadline-ministry-measures: ΤΑ ΜΕΤΡΑ ΤΟΥ ΥΠΟΥΡΓΕΙΟΥ	[727, 678, 909, 694]
article-text: Καθ' ὅσον τὸ ἀνάγνωσμα τῆς χθὲς πληροφορεῖ, οἱ ὑπάλληλοι τοῦ Ταμείου Τηλεγραφικῶν ὑπαλλήλων ἐδέχθησαν νὰ λύσουν τὴν ἀπεργίαν των κατόπιν τῆς συναντήσεως μετὰ τοῦ ὑπουργοῦ. Ὁ κ. Τσαλδάρης ἐδήλωσεν ὅτι θὰ ἀπολυθοῦν τὰ συλληφθέντα μέλη τῆς διοικήσεως καὶ θὰ ἐξομοιωθοῦν οἱ μισθοὶ των πρὸς τοὺς ὑπαλλήλους τοῦ Δημοσίου. Ἡ συμφωνία ὑπεγράφη ὑπὸ ἀμφοτέρων τῶν μερῶν.	[451, 640, 689, 757]
masthead	[44, 56, 1552, 103]
article-text: Ἀποφασίσθη ὑπὸ τῆς Συγκλήτου τοῦ Πανεπιστημίου Ἀθηνῶν ἡ αὔξησις τῶν τελῶν ἐγγραφῆς διὰ τὸ νέον ἀκαδημαϊκὸν ἔτος.	[1201, 1280, 1372, 1327]
dateline: ΚΟΖΑΝΗ, 18 Αὐγούστου (ΤΟΥ ΑΝΤΑΠΟΚΡΙΤΟΥ ΜΑΣ)	[451, 1146, 689, 1170]
headline-prague-games: ΔΙΕΘΝΕΙΣ ΑΘΛΗΤΙΚΟΙ ΑΓΩΝΕΣ ΕΙΣ ΠΡΑΓΑΝ	[261, 1781, 415, 1812]
article-occupation-property	[243, 1532, 433, 1678]
headline-gold-thieves: ΣΥΝΕΛΗΦΘΗΣΑΝ ΟΙ ΚΛΕΨΑΝΤΕΣ 500 ΧΡΥΣΩΝ ΛΙΡΩΝ	[948, 1264, 1184, 1295]
article-text: Τὸ πρακτορεῖον Ἀσσοσιέιτεντ Πρὲς μεταδίδει ὅτι αἱ Ἡνωμέναι Πολιτεῖαι θὰ χορηγήσουν εἰς τὴν Ἑλλάδα βομβαρδιστικὰ ἀεροπλάνα διὰ τὴν ἐνίσχυσιν τῆς ἑλληνικῆς ἀεροπορίας εἰς τὸν ἀγῶνα κατὰ τῶν συμμοριτῶν. Τὰ ἀεροπλάνα θὰ παραδοθοῦν ἐντὸς τοῦ Σεπτεμβρίου.	[1201, 724, 1372, 830]
column-rule-1	[441, 106, 442, 2268]
headline-court-strike: ΣΥΝΕΧΙΖΕΤΑΙ Η ΑΠΕΡΓΙΑ ΤΩΝ ΔΙΚΑΣΤΙΚΩΝ ΥΠΑΛΛΗΛΩΝ	[548, 829, 1088, 850]
article-text: Ὁ ὑπουργὸς τῶν Ἐξωτερικῶν κ. Μάρσαλ ἀπήντησεν εἰς τὴν σοβιετικὴν διακοίνωσιν ὅτι ἡ κυβέρνησις τῶν Ἡνωμένων Πολιτειῶν οὐδέποτε ἐκράτησε τὴν κ. Κοσένκιναν. Ἡ διδασκάλισσα ἐκζητεῖ τὴν προστασίαν τῶν ἀμερικανικῶν ἀρχῶν. Ὁ κ. Μάρσαλ εἶπεν ὅτι ἡ συνέχισις τῆς ὑποθέσεως θὰ ἐξαρτηθῆ ἀπὸ τὰς ἀποφάσεις τῶν ἁρμοδίων ἀρχῶν τῆς Νέας Ὑόρκης, ὅπου ὁ πρόξενος κ. Λομάκιν δύναται νὰ διωχθῆ.	[243, 805, 433, 958]
headline-trial: ΣΗΜΕΡΟΝ Η ΔΙΚΗ ΤΩΝ ΕΠΑΓΓΥΡΝΗΤΩΝ	[1386, 1196, 1548, 1227]
subheadline-arrival: ΑΦΙΞΗ Ζ. ΧΑΡΙΣ	[1016, 1397, 1115, 1413]
article-text: ΛΟΝΔΙΝΟΝ, 18. (Ἰδ. ἀντ.) Τηλεγραφήματα ἐξ Ὀυάσιγκτων ἀναφέρουν ὅτι ὁ κ. Μάρσαλ εἰς τὴν συνέντευξιν τοῦ Τύπου ἐδήλωσεν ὅτι αἱ συνομιλίαι συνεχίζονται. Αἱ Ἡνωμέναι Πολιτεῖαι δὲν παραιτοῦνται τῶν δικαιωμάτων των εἰς τὸ Βερολῖνον. Σήμερον συνηντήθησαν καὶ πάλιν εἰς Λονδῖνον οἱ ἀντιπρόσωποι.	[947, 292, 1185, 374]
divider	[699, 1381, 938, 1382]
headline-un-assembly: Η ΓΕΝ. ΣΥΝΕΛΕΥΣΙΣ ΤΗΣ ΟΗΕ	[250, 1690, 426, 1720]
subheadline-kosenkina-soviet: Η ΥΠΟΘΕΣΙΣ ΚΟΣΕΝΚΙΝΑ ΕΙΣ ΤΗΝ ΣΟΗΛΑΝ	[246, 1115, 430, 1146]
subheadline-american-press: ΣΧΟΛΙΑ ΤΟΥ ΑΜΕΡΙΚΑΝΙΚΟΥ ΤΥΠΟΥ	[1328, 924, 1550, 937]
article-text: Τὰ πρακτορεῖα ἀναφέρουν ὅτι αἱ διαπραγματεύσεις μεταξὺ τῶν πρεσβευτῶν τῶν Δυτικῶν Δυνάμεων καὶ τοῦ Στρατάρχου Στάλιν εὑρίσκονται πρὸς τὸ τέρμα των. Ἀσφαλῶς θὰ πραγματοποιηθῆ νέα συνάντησις τῶν τριῶν πρεσβευτῶν μετὰ τοῦ κ. Μολότωφ κατὰ τὴν προσεχῆ ἑβδομάδα. Ὑπάρχουν ἀκόμη δυσχέρειαι ἐπιτεύξεως συμφωνίας διὰ τὸ ζήτημα τοῦ Βερολίνου καὶ τὸ νόμισμα. Σημειοῦται ὅτι οἱ τρεῖς δυτικοὶ πρεσβευταὶ συνεκέντρωσαν τὰς ὁδηγίας των. Ἐκ Λονδίνου ἀγγέλλεται ὅτι ἡ βρεταννικὴ κυβέρνησις ἀναμένει τὴν ἔκβασιν τῶν συνομιλιῶν. Ἀπὸ ἐπισήμου πηγῆς ἐλέχθη ὅτι αἱ Δυτικαὶ Δυνάμεις δὲν πρόκειται νὰ ὑποχωρήσουν εἰς τὰς ἀρχάς των. Ὁ Πρόεδρος Τρούμαν ἐξέφρασε τὴν πεποίθησιν ὅτι θὰ εὑρεθῆ λύσις.	[698, 207, 938, 406]
divider	[451, 957, 1185, 958]
article-text: ὁποίων οἱ συμμορῖται ἀνθίστανται σφοδρῶς. Αἱ ἐπιχειρήσεις τοῦ στρατοῦ συνεχίζονται μὲ ἐπιτυχίαν. Ἡ ἀεροπορία ἐβομβάρδισε τὰς θέσεις τῶν συμμοριτῶν. Ἀπὸ τὰς μέχρι στιγμῆς πληροφορίας ὁ στρατὸς κατέλαβε τὰς κορυφὰς Κάμενικ καὶ Πύργου. Αἱ ἀπώλειαι τῶν συμμοριτῶν εἶναι σημαντικαί. Ἐκ τοῦ Γενικοῦ Ἐπιτελείου Στρατοῦ καὶ Ἀεροπορίας ἐξεδόθη χθὲς τὸ ἀκόλουθον ἀνακοινωθέν.	[947, 1019, 1185, 1125]
article-text: Ἀντιπροσωπεία ὁμάδος ἐμπειρογνωμόνων ἐπεσκέφθη χθὲς τὸ ἠλεκτρικὸν ἐργοστάσιον τοῦ Πειραιῶς πρὸς μελέτην τῆς ἐπεκτάσεως τῶν ἐγκαταστάσεων.	[1201, 1578, 1372, 1637]
article-negotiations	[451, 208, 1185, 436]
article-text: ΦΛΩΡΙΝΑ, 18. — Ἀκατάπαυστος συνεχίζεται ἡ βιαία στρατολογία νεανίδων ἐκ μέρους τῶν συμμοριτῶν εἰς τὰ χωρία τῆς περιοχῆς. Κατὰ πληροφορίας χωρικῶν πλεῖσται νεάνιδες μετεφέρθησαν εἰς τὰς περιοχὰς τοῦ Γράμμου. Ἐρρύθμισαν οἱ ἀντάρται τὴν ἀναχώρησιν πρὸς Ἀλβανίαν.	[44, 1547, 233, 1652]
article-democracy-greece	[1201, 939, 1552, 1166]
divider	[451, 823, 1185, 824]
article-text: ὁποίων οἱ συμμορῖται ἀνθίστανται σφοδρῶς. Αἱ ἐπιχειρήσεις τοῦ στρατοῦ συνεχίζονται μὲ ἐπιτυχίαν. Ἡ ἀεροπορία ἐβομβάρδισε τὰς θέσεις τῶν συμμοριτῶν. Ἀπὸ τὰς μέχρι στιγμῆς πληροφορίας ὁ στρατὸς κατέλαβε τὰς κορυφὰς Κάμενικ καὶ Πύργου. Αἱ ἀπώλειαι τῶν συμμοριτῶν εἶναι σημαντικαί. Ἐκ τοῦ Γενικοῦ Ἐπιτελείου Στρατοῦ καὶ Ἀεροπορίας ἐξεδόθη χθὲς τὸ ἀκόλουθον ἀνακοινωθέν.	[698, 1019, 938, 1125]
article-text: Ὁ ὑπουργὸς τῶν Ἐξωτερικῶν κ. Μάρσαλ ἀπήντησεν εἰς τὴν σοβιετικὴν διακοίνωσιν ὅτι ἡ κυβέρνησις τῶν Ἡνωμένων Πολιτειῶν οὐδέποτε ἐκράτησε τὴν κ. Κοσένκιναν. Ἡ διδασκάλισσα ἐκζητεῖ τὴν προστασίαν τῶν ἀμερικανικῶν ἀρχῶν. Ὁ κ. Μάρσαλ εἶπεν ὅτι ἡ συνέχισις τῆς ὑποθέσεως θὰ ἐξαρτηθῆ ἀπὸ τὰς ἀποφάσεις τῶν ἁρμοδίων ἀρχῶν τῆς Νέας Ὑόρκης, ὅπου ὁ πρόξενος κ. Λομάκιν δύναται νὰ διωχθῆ.	[44, 1129, 233, 1282]
article-text: ΛΟΝΔΙΝΟΝ, 18. (Ἰδ. ἀντ.) Τηλεγραφήματα ἐξ Ὀυάσιγκτων ἀναφέρουν ὅτι ὁ κ. Μάρσαλ εἰς τὴν συνέντευξιν τοῦ Τύπου ἐδήλωσεν ὅτι αἱ συνομιλίαι συνεχίζονται. Αἱ Ἡνωμέναι Πολιτεῖαι δὲν παραιτοῦνται τῶν δικαιωμάτων των εἰς τὸ Βερολῖνον. Σήμερον συνηντήθησαν καὶ πάλιν εἰς Λονδῖνον οἱ ἀντιπρόσωποι.	[947, 207, 1185, 289]
article-text: Καθ' ὅσον τὸ ἀνάγνωσμα τῆς χθὲς πληροφορεῖ, οἱ ὑπάλληλοι τοῦ Ταμείου Τηλεγραφικῶν ὑπαλλήλων ἐδέχθησαν νὰ λύσουν τὴν ἀπεργίαν των κατόπιν τῆς συναντήσεως μετὰ τοῦ ὑπουργοῦ. Ὁ κ. Τσαλδάρης ἐδήλωσεν ὅτι θὰ ἀπολυθοῦν τὰ συλληφθέντα μέλη τῆς διοικήσεως καὶ θὰ ἐξομοιωθοῦν οἱ μισθοὶ των πρὸς τοὺς ὑπαλλήλους τοῦ Δημοσίου. Ἡ συμφωνία ὑπεγράφη ὑπὸ ἀμφοτέρων τῶν μερῶν.	[947, 640, 1185, 757]
article-text: Εἰς τὸ χθεσινὸν ἀνακοινωθὲν τοῦ Γεν. Ἐπιτελείου ἀναφέρεται ὅτι παρὰ τὸ Καρπὶ Νέ Ἀγαθα... ἀναφέρεται ὅτι ὑπερπτὰν βουλγαρικοῦ ἀεροπλάνου ἐπολυβόλησεν ἐκ χαμηλοῦ ὕψους τμήματα τοῦ στρατοῦ. Κατὰ πληροφορίας, ληφθείσας χθὲς ἐκ τῆς ἐπαρχίας, τὸ ἀεροπλάνον ἐπανῆλθεν εἰς βουλγαρικὸν ἔδαφος. Ἡ Κυβέρνησις θὰ προβῆ εἰς διαβήματα διὰ τὴν ἐκ νέου παραβίασιν τῶν συνόρων.	[44, 201, 233, 342]
divider	[1201, 853, 1552, 854]
article-university-fees	[1201, 1231, 1372, 1328]
headline-us-bombers: Η ΧΟΡΗΓΗΣΙΣ ΥΠΟ ΤΩΝ ΗΝ. ΠΟΛΙΤΕΙΩΝ ΒΟΜΒΑΡΔΙΣΤΙΚΩΝ ΕΙΣ ΤΗΝ ΕΛΛΑΔΑ	[1212, 633, 1541, 695]
headline-bulgarian-plane: ΒΟΥΛΓΑΡΙΚΟΝ ΑΕΡΟΠΛΑΝΟΝ ΕΠΟΛΥΒΟΛΗΣΕΝ ΕΚ ΧΑΜΗΛΟΥ ΥΨΟΥΣ ΤΜΗΜΑΤΑ ΤΟΥ ΣΤΡΑΤΟΥ	[53, 109, 424, 184]
article-text: ΛΟΝΔΙΝΟΝ, 18. (Ἰδ. ἀντ.) Αἱ ἐλληνικαὶ ἀποστολαὶ θὰ λάβουν μέρος εἰς τοὺς διεθνεῖς ἀθλητικοὺς ἀγῶνας τῆς Πράγας.	[243, 1865, 433, 1912]
article-text: Ἐξ ἐπισήμου κυβερνητικῆς πηγῆς ἀνεκοινώθη χθὲς ὅτι ἡ ἑλληνικὴ κυβέρνησις διὰ τοῦ γενικοῦ γραμματέως τῆς Ὀργανώσεως τῶν Ἡνωμένων Ἐθνῶν κ. Τρύγκβε Λὶ ἀπηύθυνε διακοίνωσιν πρὸς τὴν Βαλκανικὴν Ἐπιτροπὴν. Εἰς τὴν διακοίνωσιν τονίζεται ὅτι οἱ συμμορῖται οἱ διαφυγόντες εἰς Ἀλβανίαν πρέπει νὰ ἀφοπλισθοῦν κατὰ τὴν ἀπόφασιν τῆς Γενικῆς Συνελεύσεως. Ἡ Ἑλλὰς ἀξιοῖ ὅπως ληφθοῦν τὰ ἀναγκαῖα μέτρα διὰ τὴν τήρησιν τῶν διεθνῶν ὑποχρεώσεων.	[1201, 419, 1372, 606]
divider	[699, 1240, 938, 1241]
article-text: Ἀντιπροσωπεία ὁμάδος ἐμπειρογνωμόνων ἐπεσκέφθη χθὲς τὸ ἠλεκτρικὸν ἐργοστάσιον τοῦ Πειραιῶς πρὸς μελέτην τῆς ἐπεκτάσεως τῶν ἐγκαταστάσεων.	[1201, 1516, 1372, 1575]
masthead-address: ΠΕΜΠΤΗ, 19 ΑΥΓΟΥΣΤΟΥ ΓΡΑΦΕΙΑ : ΟΔΟΣ ΚΑΡΑΓΕΩΡΓΗ ΤΗΣ ΣΕΡΒΙΑΣ 4 α	[46, 68, 463, 80]
article-text: Ὁ ὑπουργὸς τῆς Δικαιοσύνης κ. Μελᾶς ἐδήλωσεν ὅτι τὸ νομοσχέδιον διὰ τὰ πωληθέντα ἐπὶ κατοχῆς ἀκίνητα κατατίθεται εἰς τὴν Βουλήν.	[243, 1631, 433, 1678]
subheadline-melas-statements: ΔΗΛΩΣΕΙΣ ΤΟΥ κ. ΜΕΛΑ	[262, 1513, 414, 1529]
article-text: Ὁ ὑπουργὸς τῆς Δικαιοσύνης ἀνακοινώσας χθὲς τὴν ἔκβασιν τῆς ἀνακρίσεως διὰ τὴν ὑπόθεσιν Πὸλκ, προσέθεσεν ὅτι οἱ μάρτυρες ἐκρατήθησαν πρὸς ἀνάκρισιν. Τὸ ἀνακριτικὸν τῆς ὑποθέσεως ἔργον συνεχίζεται ἐντατικῶς ὑπὸ τῶν ἀρμοδίων ἀρχῶν. Κατόπιν τούτου ἡ ἀστυνομία Θεσσαλονίκης προέβη εἰς νέας συλλήψεις.	[243, 579, 433, 697]
headline-electric-factory: Η ΕΠΙΣΚΕΨΙΣ ΤΟΥ ΗΛΕΚΤΡΙΚΟΥ ΕΡΓΟΣΤΑΣΙΟΥ	[1214, 1339, 1359, 1390]
byline-karavias-3: Π. ΚΑΡΑΒΙΑΣ	[1478, 1168, 1548, 1181]
headline-marshall-kosenkina: Ο Κ. ΜΑΡΣΑΛ ΔΙΑ ΤΗΝ ΣΟΒΙΕΤΙΚΗΝ ΔΙΑΚΟΙΝΩΣΙΝ ΔΙΑ ΤΗΝ ΚΟΣΕΝΚΙΝΑ	[62, 711, 415, 787]
article-text: ΟΥΑΣΙΓΚΤΩΝ, 18. (Ἰδ. ἀντ.) Ὁ κ. Μάρσαλ ἀνεκοίνωσεν ὅτι θὰ μεταβῆ εἰς Παρισίους διὰ τὴν Γενικὴν Συνέλευσιν τῆς ΟΗΕ.	[243, 1724, 433, 1770]
article-text: ὁποίων οἱ συμμορῖται ἀνθίστανται σφοδρῶς. Αἱ ἐπιχειρήσεις τοῦ στρατοῦ συνεχίζονται μὲ ἐπιτυχίαν. Ἡ ἀεροπορία ἐβομβάρδισε τὰς θέσεις τῶν συμμοριτῶν. Ἀπὸ τὰς μέχρι στιγμῆς πληροφορίας ὁ στρατὸς κατέλαβε τὰς κορυφὰς Κάμενικ καὶ Πύργου. Αἱ ἀπώλειαι τῶν συμμοριτῶν εἶναι σημαντικαί. Ἐκ τοῦ Γενικοῦ Ἐπιτελείου Στρατοῦ καὶ Ἀεροπορίας ἐξεδόθη χθὲς τὸ ἀκόλουθον ἀνακοινωθέν.	[451, 1172, 689, 1278]
article-text: Ἀντιπροσωπεία ὁμάδος ἐμπειρογνωμόνων ἐπεσκέφθη χθὲς τὸ ἠλεκτρικὸν ἐργοστάσιον τοῦ Πειραιῶς πρὸς μελέτην τῆς ἐπεκτάσεως τῶν ἐγκαταστάσεων.	[1201, 1393, 1372, 1452]
article-text: Καθ' ὅσον τὸ ἀνάγνωσμα τῆς χθὲς πληροφορεῖ, οἱ ὑπάλληλοι τοῦ Ταμείου Τηλεγραφικῶν ὑπαλλήλων ἐδέχθησαν νὰ λύσουν τὴν ἀπεργίαν των κατόπιν τῆς συναντήσεως μετὰ τοῦ ὑπουργοῦ. Ὁ κ. Τσαλδάρης ἐδήλωσεν ὅτι θὰ ἀπολυθοῦν τὰ συλληφθέντα μέλη τῆς διοικήσεως καὶ θὰ ἐξομοιωθοῦν οἱ μισθοὶ των πρὸς τοὺς ὑπαλλήλους τοῦ Δημοσίου. Ἡ συμφωνία ὑπεγράφη ὑπὸ ἀμφοτέρων τῶν μερῶν.	[451, 521, 689, 637]
center-column	[451, 106, 1185, 2268]
headline-factory: ΤΑ ΛΥΧΟΚΙΝΙΑ ΤΟΥ ΠΥΡΓΙΤΟ ΠΟΡΙΟΥ	[716, 1387, 920, 1417]
article-polk-witnesses	[44, 461, 433, 700]
article-text: Ὁ ὑπουργὸς τῶν Ἐξωτερικῶν κ. Μάρσαλ ἀπήντησεν εἰς τὴν σοβιετικὴν διακοίνωσιν ὅτι ἡ κυβέρνησις τῶν Ἡνωμένων Πολιτειῶν οὐδέποτε ἐκράτησε τὴν κ. Κοσένκιναν. Ἡ διδασκάλισσα ἐκζητεῖ τὴν προστασίαν τῶν ἀμερικανικῶν ἀρχῶν. Ὁ κ. Μάρσαλ εἶπεν ὅτι ἡ συνέχισις τῆς ὑποθέσεως θὰ ἐξαρτηθῆ ἀπὸ τὰς ἀποφάσεις τῶν ἁρμοδίων ἀρχῶν τῆς Νέας Ὑόρκης, ὅπου ὁ πρόξενος κ. Λομάκιν δύναται νὰ διωχθῆ.	[44, 1284, 233, 1436]
headline-university-fees: ΤΑ ΤΕΛΗ ΕΓΓΡΑΦΗΣ ΕΙΣ ΤΟ ΠΑΝΕΠΙΣΤΗΜΙΟΝ	[1201, 1196, 1372, 1227]
